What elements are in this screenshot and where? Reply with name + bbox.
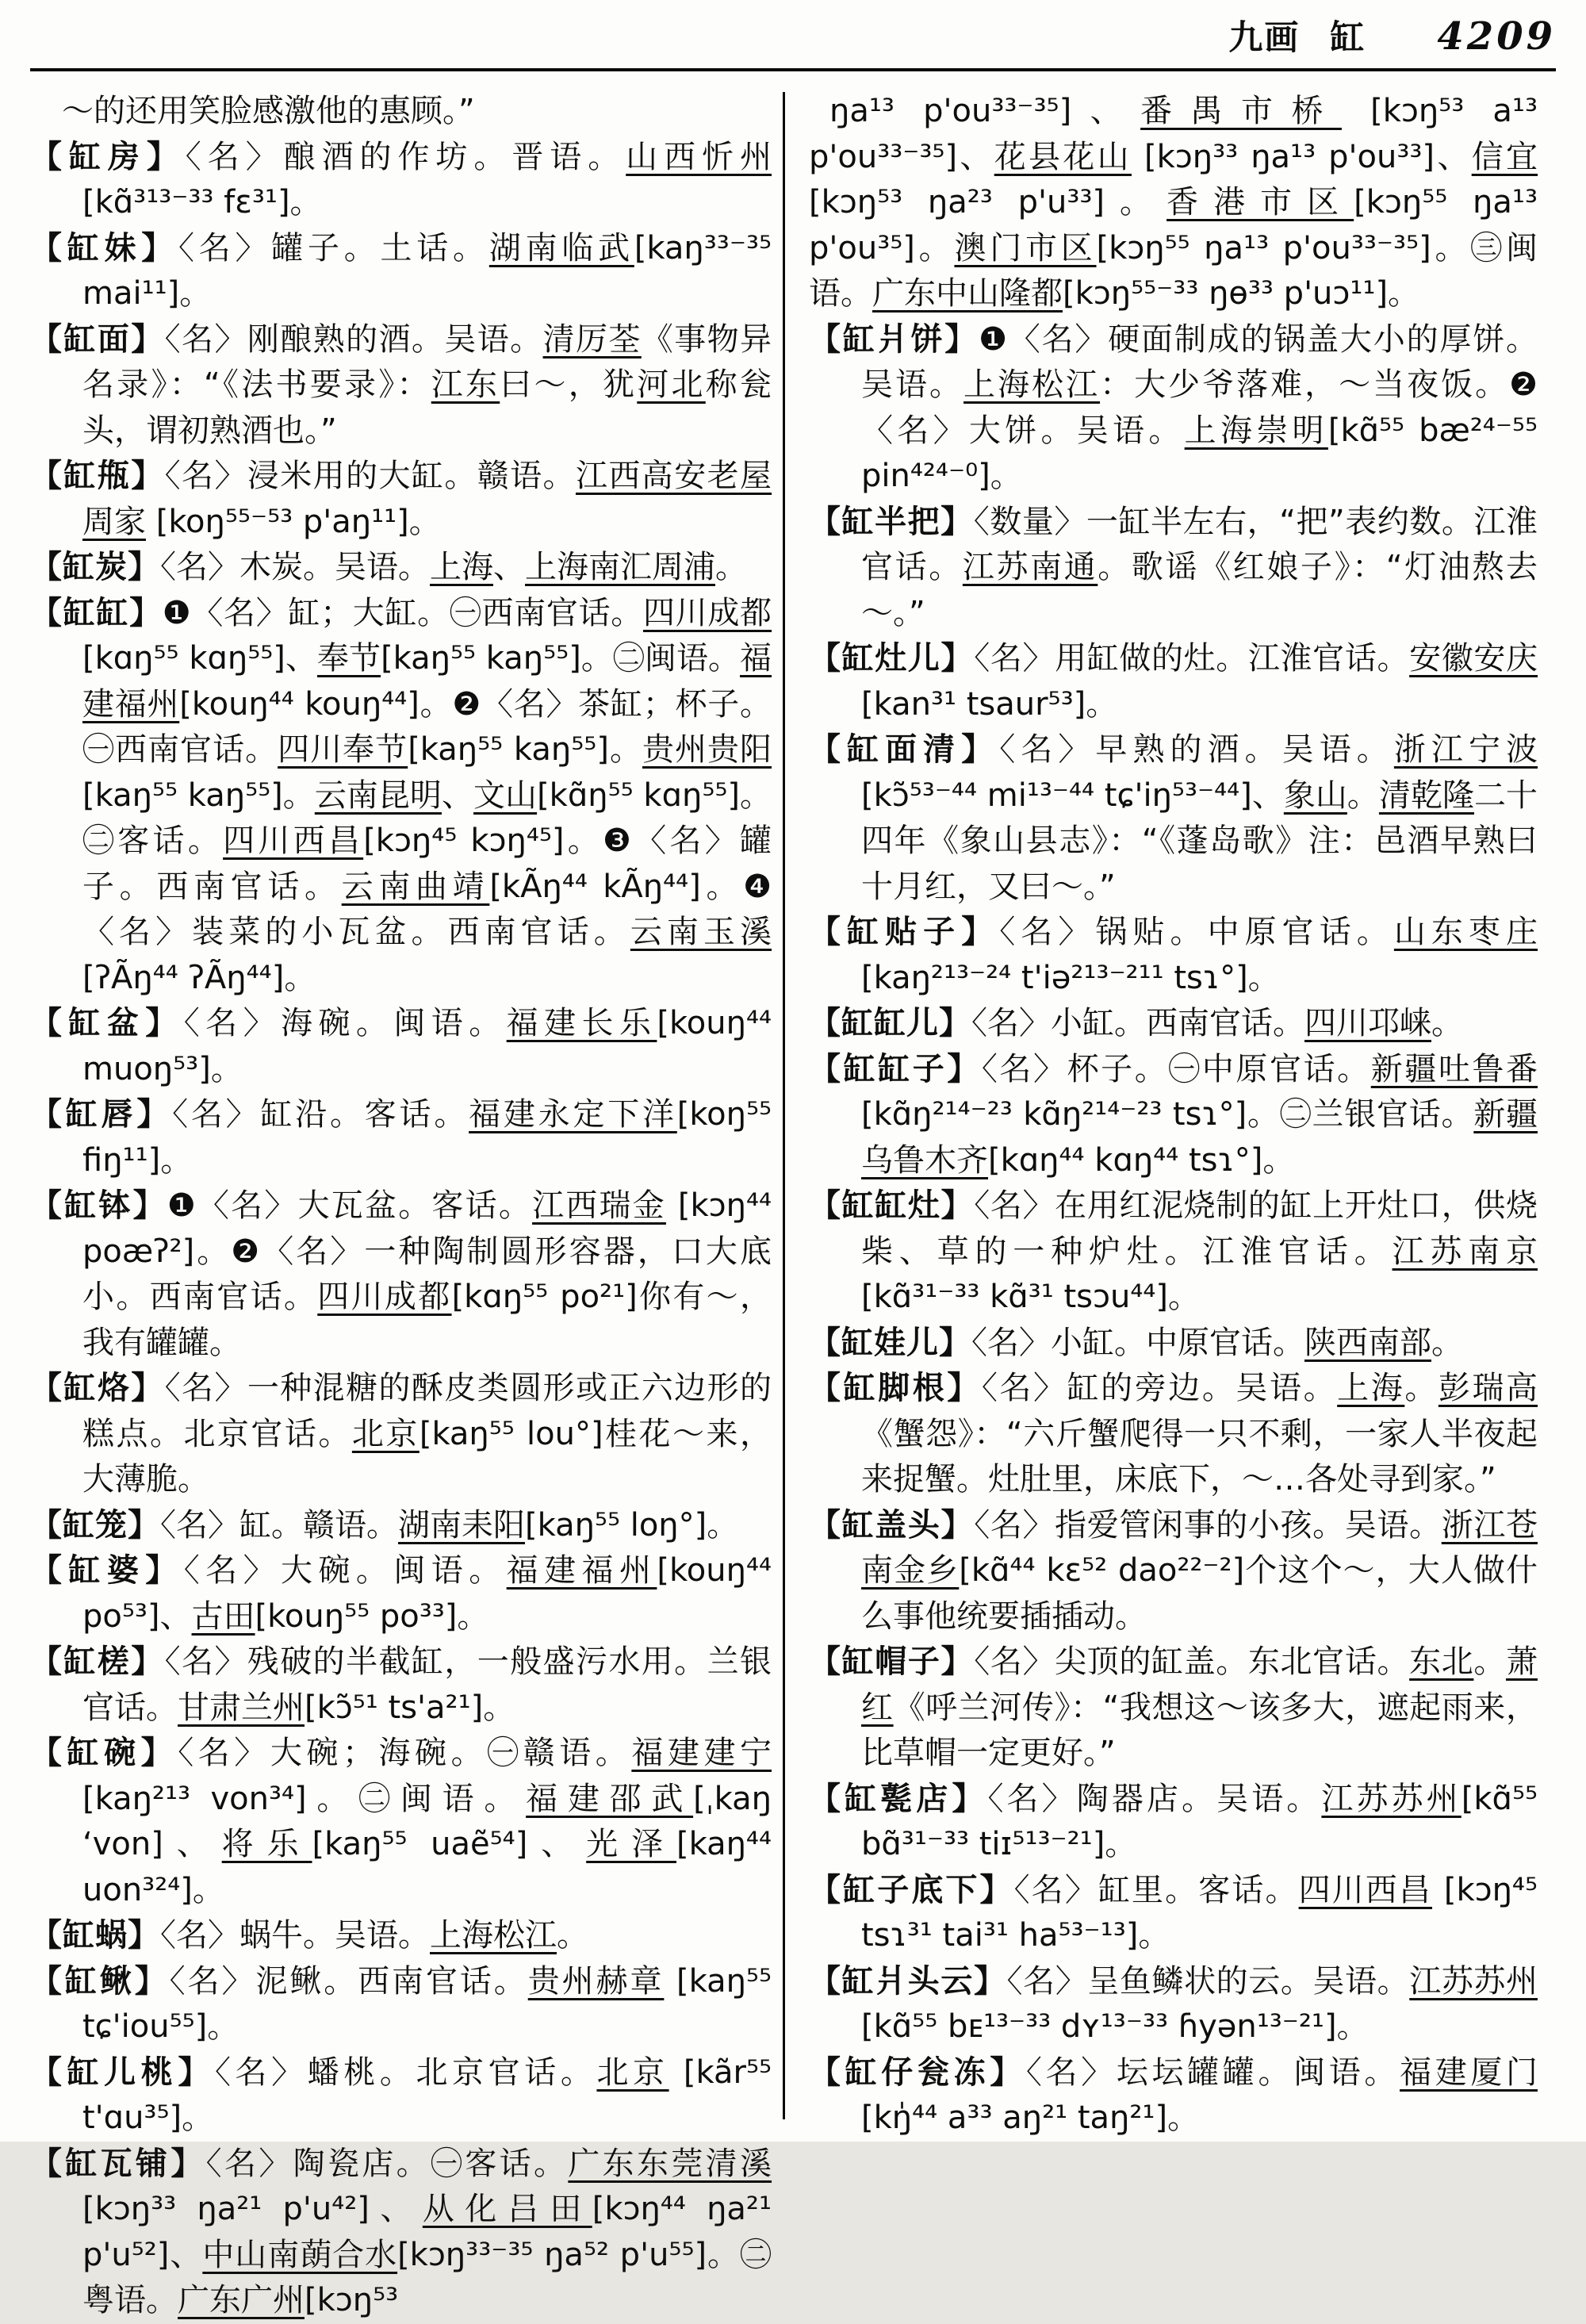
entry-headword: 【缸钵】: [30, 1187, 167, 1224]
place-name: 福建福州: [82, 640, 772, 723]
dictionary-entry: [809, 1321, 1538, 1367]
radical-label: 缸: [1330, 18, 1366, 58]
entry-body: 〈名〉用缸做的灶。江淮官话。安徽安庆[kan³¹ tsaur⁵³]。: [861, 640, 1538, 723]
entry-body: 〈名〉酿酒的作坊。晋语。山西忻州 [kɑ̃³¹³⁻³³ fɛ³¹]。: [82, 138, 772, 221]
dictionary-entry: [30, 226, 772, 317]
dictionary-entry: [30, 1366, 772, 1503]
entry-headword: 【缸炭】: [30, 549, 160, 585]
entry-body: 〈名〉坛坛罐罐。闽语。福建厦门 [kŋ̍⁴⁴ a³³ aŋ²¹ taŋ²¹]。: [861, 2054, 1538, 2136]
entry-body: 〈名〉锅贴。中原官话。山东枣庄 [kaŋ²¹³⁻²⁴ t'iə²¹³⁻²¹¹ tsɿ°]。: [861, 914, 1538, 996]
place-name: 东北: [1409, 1643, 1474, 1680]
entry-continuation: ～的还用笑脸感激他的惠顾。”: [62, 93, 475, 129]
entry-body: 〈名〉木炭。吴语。上海、上海南汇周浦。: [160, 549, 747, 585]
place-name: 萧红: [861, 1643, 1538, 1726]
dictionary-entry: [809, 1047, 1538, 1184]
entry-body: 〈名〉缸的旁边。吴语。上海。彭瑞高《蟹怨》：“六斤蟹爬得一只不剩，一家人半夜起来捉蟹。灶肚里，床底下，～…各处寻到家。”: [861, 1370, 1538, 1498]
place-name: 四川成都: [317, 1279, 452, 1315]
running-head: [30, 11, 1556, 60]
entry-headword: 【缸甏店】: [809, 1780, 988, 1817]
place-name: 湖南临武: [488, 229, 634, 267]
entry-headword: 【缸妹】: [30, 229, 179, 267]
place-name: 澳门市区: [954, 229, 1097, 267]
entry-headword: 【缸爿头云】: [809, 1962, 1007, 2000]
dictionary-entry: [30, 135, 772, 226]
place-name: 清厉荃: [542, 320, 642, 358]
header-rule: [30, 68, 1556, 71]
place-name: 福建厦门: [1400, 2054, 1538, 2091]
entry-headword: 【缸烙】: [30, 1370, 165, 1406]
entry-headword: 【缸鳅】: [30, 1962, 170, 2000]
entry-headword: 【缸婆】: [30, 1552, 184, 1589]
dictionary-entry: [809, 1959, 1538, 2050]
place-name: 奉节: [316, 640, 381, 677]
entry-headword: 【缸缸子】: [809, 1050, 982, 1087]
entry-body: 〈名〉缸里。客话。四川西昌 [kɔŋ⁴⁵ tsɿ³¹ tai³¹ ha⁵³⁻¹³]。: [861, 1871, 1538, 1954]
entry-body: ❶〈名〉大瓦盆。客话。江西瑞金 [kɔŋ⁴⁴ poæʔ²]。❷〈名〉一种陶制圆形容器，口大底小。西南官话。四川成都[kɑŋ⁵⁵ po²¹]你有～，我有罐罐。: [82, 1187, 772, 1361]
dictionary-entry: [809, 1868, 1538, 1959]
dictionary-entry: [809, 2050, 1538, 2142]
place-name: 新疆乌鲁木齐: [861, 1096, 1538, 1179]
entry-body: 〈名〉陶瓷店。㊀客话。广东东莞清溪[kɔŋ³³ ŋa²¹ p'u⁴²]、从化吕田[kɔŋ⁴⁴ ŋa²¹ p'u⁵²]、中山南蓢合水[kɔŋ³³⁻³⁵ ŋa⁵² p'u⁵⁵]。㊁粤语。广东广州[kɔŋ⁵³: [82, 2145, 772, 2318]
entry-headword: 【缸蜗】: [30, 1917, 160, 1954]
entry-headword: 【缸盆】: [30, 1005, 184, 1041]
dictionary-entry: [809, 910, 1538, 1001]
section-label: 九画: [1228, 18, 1301, 58]
dictionary-columns: [30, 89, 1556, 2318]
dictionary-entry: [30, 545, 772, 591]
place-name: 番禺市桥: [1140, 93, 1342, 129]
place-name: 湖南耒阳: [398, 1506, 525, 1544]
place-name: 新疆吐鲁番: [1370, 1050, 1538, 1087]
place-name: 清乾隆: [1378, 777, 1474, 814]
place-name: 中山南蓢合水: [202, 2236, 398, 2273]
place-name: 云南曲靖: [341, 868, 490, 905]
entry-headword: 【缸笼】: [30, 1506, 160, 1544]
left-column: [30, 89, 783, 2318]
page-number: 4209: [1437, 14, 1556, 59]
place-name: 江苏苏州: [1409, 1962, 1538, 2000]
entry-body: 〈名〉指爱管闲事的小孩。吴语。浙江苍南金乡[kɑ̃⁴⁴ kɛ⁵² dao²²⁻²]个这个～，大人做什么事他统要插插动。: [861, 1506, 1538, 1635]
entry-body: 〈名〉蜗牛。吴语。上海松江。: [160, 1917, 588, 1954]
place-name: 上海松江: [963, 366, 1101, 403]
entry-headword: 【缸面】: [30, 320, 165, 358]
place-name: 四川邛崃: [1304, 1005, 1431, 1041]
dictionary-entry: [30, 1639, 772, 1731]
place-name: 象山: [1283, 777, 1347, 814]
dictionary-entry: [30, 1913, 772, 1959]
place-name: 光泽: [586, 1826, 676, 1862]
place-name: 福建永定下洋: [469, 1096, 677, 1133]
dictionary-entry: [809, 1777, 1538, 1868]
entry-body: 〈名〉缸。赣语。湖南耒阳[kaŋ⁵⁵ loŋ°]。: [160, 1506, 739, 1544]
entry-body: ❶〈名〉缸；大缸。㊀西南官话。四川成都[kɑŋ⁵⁵ kɑŋ⁵⁵]、奉节[kaŋ⁵⁵ kaŋ⁵⁵]。㊁闽语。福建福州[kouŋ⁴⁴ kouŋ⁴⁴]。❷〈名〉茶缸；杯子。㊀西南官话。四川奉节[kaŋ⁵⁵ kaŋ⁵⁵]。贵州贵阳 [kaŋ⁵⁵ kaŋ⁵⁵]。云南昆明、文山[kɑ̃ŋ⁵⁵ kɑŋ⁵⁵]。㊁客话。四川西昌[kɔŋ⁴⁵ kɔŋ⁴⁵]。❸〈名〉罐子。西南官话。云南曲靖[kÃŋ⁴⁴ kÃŋ⁴⁴]。❹〈名〉装菜的小瓦盆。西南官话。云南玉溪[ʔÃŋ⁴⁴ ʔÃŋ⁴⁴]。: [82, 594, 772, 996]
dictionary-entry: [30, 317, 772, 454]
entry-headword: 【缸唇】: [30, 1096, 173, 1133]
dictionary-entry: [809, 1503, 1538, 1640]
entry-headword: 【缸灶儿】: [809, 640, 975, 677]
place-name: 香港市区: [1167, 184, 1354, 221]
place-name: 江东: [431, 366, 500, 403]
dictionary-entry: [809, 1639, 1538, 1777]
entry-headword: 【缸子底下】: [809, 1871, 1014, 1908]
place-name: 从化吕田: [422, 2191, 592, 2227]
dictionary-entry: [30, 1503, 772, 1549]
entry-headword: 【缸儿桃】: [30, 2054, 215, 2091]
dictionary-entry: [809, 636, 1538, 727]
entry-body: ❶〈名〉硬面制成的锅盖大小的厚饼。吴语。上海松江：大少爷落难，～当夜饭。❷〈名〉大饼。吴语。上海崇明[kɑ̃⁵⁵ bæ²⁴⁻⁵⁵ pin⁴²⁴⁻⁰]。: [861, 320, 1538, 494]
dictionary-entry: [809, 1001, 1538, 1047]
dictionary-entry: [30, 454, 772, 545]
dictionary-entry: [809, 317, 1538, 500]
entry-headword: 【缸脚根】: [809, 1370, 982, 1406]
place-name: 四川奉节: [278, 731, 408, 768]
right-column: [785, 89, 1538, 2136]
dictionary-entry: [809, 727, 1538, 910]
entry-body: 〈名〉泥鳅。西南官话。贵州赫章 [kaŋ⁵⁵ tɕ'iou⁵⁵]。: [82, 1962, 772, 2045]
place-name: 花县花山: [994, 138, 1132, 175]
place-name: 云南昆明: [314, 777, 442, 814]
dictionary-entry: [30, 1731, 772, 1913]
entry-body: 〈名〉早熟的酒。吴语。浙江宁波 [kɔ̃⁵³⁻⁴⁴ mi¹³⁻⁴⁴ tɕ'iŋ⁵³⁻⁴⁴]、象山。清乾隆二十四年《象山县志》：“《蓬岛歌》注：邑酒早熟曰十月红，又曰～。”: [861, 731, 1538, 905]
place-name: 山西忻州: [626, 138, 772, 175]
place-name: 上海: [430, 549, 493, 585]
entry-body: 〈名〉海碗。闽语。福建长乐[kouŋ⁴⁴ muoŋ⁵³]。: [82, 1005, 772, 1087]
entry-headword: 【缸面清】: [809, 731, 1000, 768]
entry-body: 〈名〉一种混糖的酥皮类圆形或正六边形的糕点。北京官话。北京[kaŋ⁵⁵ lou°]桂花～来，大薄脆。: [82, 1370, 772, 1498]
entry-headword: 【缸碗】: [30, 1735, 178, 1771]
entry-headword: 【缸瓦铺】: [30, 2145, 206, 2182]
dictionary-entry: [30, 1092, 772, 1183]
entry-body: 〈名〉缸沿。客话。福建永定下洋[koŋ⁵⁵ fiŋ¹¹]。: [82, 1096, 772, 1179]
place-name: 云南玉溪: [630, 914, 772, 950]
place-name: 福建福州: [506, 1552, 657, 1589]
entry-body: 〈名〉大碗；海碗。㊀赣语。福建建宁[kaŋ²¹³ von³⁴]。㊁闽语。福建邵武[ˌkaŋ ʻvon]、将乐[kaŋ⁵⁵ uaẽ⁵⁴]、光泽[kaŋ⁴⁴ uon³²⁴]。: [82, 1735, 772, 1908]
dictionary-entry: [30, 1959, 772, 2050]
dictionary-entry: [30, 2142, 772, 2324]
entry-body: 〈名〉大碗。闽语。福建福州[kouŋ⁴⁴ po⁵³]、古田[kouŋ⁵⁵ po³³]。: [82, 1552, 772, 1635]
place-name: 福建建宁: [631, 1735, 772, 1771]
dictionary-entry: [30, 2050, 772, 2142]
entry-headword: 【缸半把】: [809, 503, 974, 540]
place-name: 上海崇明: [1184, 412, 1328, 449]
place-name: 福建长乐: [506, 1005, 657, 1041]
page-header: [30, 11, 1556, 71]
place-name: 江西瑞金: [532, 1187, 666, 1224]
place-name: 广东中山隆都: [872, 275, 1063, 312]
dictionary-entry: [30, 591, 772, 1002]
place-name: 安徽安庆: [1409, 640, 1538, 677]
dictionary-entry: [30, 1548, 772, 1639]
place-name: 浙江苍南金乡: [861, 1506, 1538, 1589]
place-name: 上海: [1337, 1370, 1405, 1406]
place-name: 广东广州: [178, 2282, 305, 2318]
place-name: 浙江宁波: [1393, 731, 1538, 768]
entry-headword: 【缸爿饼】: [809, 320, 979, 358]
place-name: 河北: [637, 366, 706, 403]
entry-continuation: ŋa¹³ p'ou³³⁻³⁵]、番禺市桥 [kɔŋ⁵³ a¹³ p'ou³³⁻³⁵]、花县花山 [kɔŋ³³ ŋa¹³ p'ou³³]、信宜 [kɔŋ⁵³ ŋa²³ p'u³³]。香港市区[kɔŋ⁵⁵ ŋa¹³ p'ou³⁵]。澳门市区[kɔŋ⁵⁵ ŋa¹³ p'ou³³⁻³⁵]。㊂闽语。广东中山隆都[kɔŋ⁵⁵⁻³³ ŋɵ³³ p'uɔ¹¹]。: [809, 93, 1538, 312]
dictionary-entry: [809, 500, 1538, 637]
entry-body: 〈数量〉一缸半左右，“把”表约数。江淮官话。江苏南通。歌谣《红娘子》：“灯油熬去～。”: [861, 503, 1538, 631]
entry-headword: 【缸帽子】: [809, 1643, 975, 1680]
entry-headword: 【缸盖头】: [809, 1506, 975, 1544]
place-name: 四川成都: [642, 594, 772, 631]
entry-body: 〈名〉残破的半截缸，一般盛污水用。兰银官话。甘肃兰州[kɔ̃⁵¹ ts'a²¹]。: [82, 1643, 772, 1726]
entry-body: 〈名〉尖顶的缸盖。东北官话。东北。萧红《呼兰河传》：“我想这～该多大，遮起雨来，比草帽一定更好。”: [861, 1643, 1538, 1771]
entry-body: 〈名〉罐子。土话。湖南临武[kaŋ³³⁻³⁵ mai¹¹]。: [82, 229, 772, 312]
place-name: 陕西南部: [1304, 1324, 1431, 1361]
place-name: 北京: [351, 1415, 419, 1452]
dictionary-entry: [809, 1366, 1538, 1503]
place-name: 福建邵武: [526, 1780, 694, 1817]
place-name: 广东东莞清溪: [568, 2145, 772, 2182]
entry-body: 〈名〉呈鱼鳞状的云。吴语。江苏苏州 [kɑ̃⁵⁵ bᴇ¹³⁻³³ dʏ¹³⁻³³ ɦyən¹³⁻²¹]。: [861, 1962, 1538, 2045]
place-name: 江苏南通: [962, 549, 1098, 585]
place-name: 上海松江: [430, 1917, 557, 1954]
dictionary-entry: [30, 1183, 772, 1366]
entry-headword: 【缸槎】: [30, 1643, 165, 1680]
entry-body: 〈名〉杯子。㊀中原官话。新疆吐鲁番[kɑ̃ŋ²¹⁴⁻²³ kɑ̃ŋ²¹⁴⁻²³ tsɿ°]。㊁兰银官话。新疆乌鲁木齐[kɑŋ⁴⁴ kɑŋ⁴⁴ tsɿ°]。: [861, 1050, 1538, 1179]
place-name: 将乐: [221, 1826, 312, 1862]
dictionary-entry: [30, 1001, 772, 1092]
entry-body: 〈名〉小缸。西南官话。四川邛崃。: [971, 1005, 1463, 1041]
place-name: 山东枣庄: [1393, 914, 1538, 950]
place-name: 四川西昌: [1298, 1871, 1433, 1908]
entry-headword: 【缸缸】: [30, 594, 163, 631]
entry-body: 〈名〉小缸。中原官话。陕西南部。: [971, 1324, 1463, 1361]
place-name: 江苏南京: [1392, 1233, 1538, 1270]
place-name: 甘肃兰州: [178, 1689, 305, 1726]
entry-headword: 【缸房】: [30, 138, 186, 175]
entry-body: 〈名〉在用红泥烧制的缸上开灶口，供烧柴、草的一种炉灶。江淮官话。江苏南京 [kɑ̃³¹⁻³³ kɑ̃³¹ tsɔu⁴⁴]。: [861, 1187, 1538, 1315]
place-name: 古田: [191, 1597, 255, 1635]
place-name: 信宜: [1471, 138, 1538, 175]
entry-headword: 【缸贴子】: [809, 914, 1000, 950]
place-name: 四川西昌: [223, 823, 364, 859]
entry-headword: 【缸甁】: [30, 458, 165, 494]
place-name: 文山: [473, 777, 538, 814]
entry-headword: 【缸仔瓮冻】: [809, 2054, 1026, 2091]
entry-body: 〈名〉蟠桃。北京官话。北京 [kãr⁵⁵ t'ɑu³⁵]。: [82, 2054, 772, 2136]
entry-body: 〈名〉浸米用的大缸。赣语。江西高安老屋周家 [koŋ⁵⁵⁻⁵³ p'aŋ¹¹]。: [82, 458, 772, 540]
entry-headword: 【缸娃儿】: [809, 1324, 971, 1361]
entry-body: 〈名〉陶器店。吴语。江苏苏州[kɑ̃⁵⁵ bɑ̃³¹⁻³³ tiɪ⁵¹³⁻²¹]。: [861, 1780, 1538, 1862]
place-name: 贵州赫章: [527, 1962, 665, 2000]
dictionary-entry: [809, 1183, 1538, 1321]
entry-headword: 【缸缸灶】: [809, 1187, 975, 1224]
place-name: 江西高安老屋周家: [82, 458, 772, 540]
place-name: 彭瑞高: [1438, 1370, 1538, 1406]
place-name: 北京: [596, 2054, 669, 2091]
entry-body: 〈名〉刚酿熟的酒。吴语。清厉荃《事物异名录》：“《法书要录》：江东曰～，犹河北称瓮头，谓初熟酒也。”: [82, 320, 772, 449]
place-name: 上海南汇周浦: [525, 549, 715, 585]
place-name: 江苏苏州: [1321, 1780, 1461, 1817]
entry-headword: 【缸缸儿】: [809, 1005, 971, 1041]
place-name: 贵州贵阳: [642, 731, 772, 768]
